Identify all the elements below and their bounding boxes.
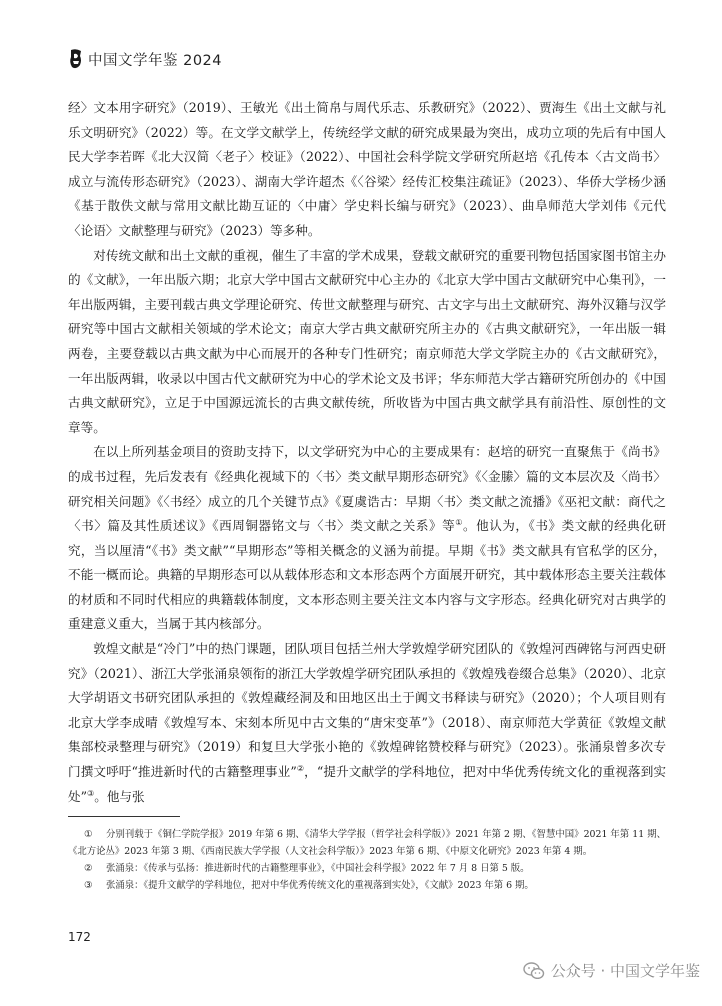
footnotes [68, 826, 666, 894]
paragraph-text: 。他认为，《书》类文献的经典化研究，当以厘清“《书》类文献”“早期形态”等相关概念的义涵为前提。早期《书》类文献具有官私学的区分，不能一概而论。典籍的早期形态可以从载体形态和文本形态两个方面展开研究，其中载体形态主要关注载体的材质和不同时代相应的典籍载体制度，文本形态则主要关注文本内容与文字形态。经典化研究对古典学的重建意义重大，当属于其内核部分。 [68, 518, 667, 632]
footnote-mark: ③ [84, 880, 93, 891]
paragraph [68, 637, 666, 809]
watermark-text: 公众号 · 中国文学年鉴 [550, 962, 700, 980]
footnote [68, 860, 666, 877]
header-title: 中国文学年鉴 2024 [88, 52, 223, 69]
running-header [68, 44, 222, 74]
article-body [68, 96, 666, 809]
footnote-mark: ② [84, 863, 93, 874]
yearbook-logo-icon [68, 48, 84, 70]
paragraph-text: 在以上所列基金项目的资助支持下，以文学研究为中心的主要成果有：赵培的研究一直聚焦于《尚书》的成书过程，先后发表有《经典化视域下的〈书〉类文献早期形态研究》《〈金縢〉篇的文本层次及〈尚书〉研究相关问题》《〈书经〉成立的几个关键节点》《夏虞诰古：早期〈书〉类文献之流播》《巫祀文献：商代之〈书〉篇及其性质述议》《西周铜器铭文与〈书〉类文献之关系》等 [68, 444, 666, 534]
footnote-text: 张涌泉：《传承与弘扬：推进新时代的古籍整理事业》，《中国社会科学报》2022 年 7 月 8 日第 5 版。 [106, 863, 530, 874]
paragraph-text: 敦煌文献是“冷门”中的热门课题，团队项目包括兰州大学敦煌学研究团队的《敦煌河西碑铭与河西史研究》（2021）、浙江大学张涌泉领衔的浙江大学敦煌学研究团队承担的《敦煌残卷缀合总集》（2020）、北京大学胡语文书研究团队承担的《敦煌藏经洞及和田地区出土于阗文书释读与研究》（2020）；个人项目则有北京大学李成晴《敦煌写本、宋刻本所见中古文集的“唐宋变革”》（2018）、南京师范大学黄征《敦煌文献集部校录整理与研究》（2019）和复旦大学张小艳的《敦煌碑铭赞校释与研究》（2023）。张涌泉曾多次专门撰文呼吁“推进新时代的古籍整理事业” [68, 641, 666, 780]
paragraph [68, 96, 666, 244]
paragraph-text: ，“提升文献学的学科地位，把对中华优秀传统文化的重视落到实处” [68, 764, 666, 804]
footnote-ref[interactable]: ③ [87, 788, 95, 798]
footnote-mark: ① [84, 829, 93, 840]
paragraph [68, 440, 666, 637]
paragraph-text: 。他与张 [94, 788, 145, 804]
footnote-text: 张涌泉：《提升文献学的学科地位，把对中华优秀传统文化的重视落到实处》，《文献》2023 年第 6 期。 [106, 880, 534, 891]
footnote-text: 分别刊载于《铜仁学院学报》2019 年第 6 期、《清华大学学报（哲学社会科学版）》2021 年第 2 期、《智慧中国》2021 年第 11 期、《北方论丛》2023 年第 3 期、《西南民族大学学报（人文社会科学版）》2023 年第 6 期、《中原文化研究》2023 年第 4 期。 [68, 829, 666, 857]
paragraph-text: 对传统文献和出土文献的重视，催生了丰富的学术成果，登载文献研究的重要刊物包括国家图书馆主办的《文献》，一年出版六期；北京大学中国古文献研究中心主办的《北京大学中国古文献研究中心集刊》，一年出版两辑，主要刊载古典文学理论研究、传世文献整理与研究、古文字与出土文献研究、海外汉籍与汉学研究等中国古文献相关领域的学术论文；南京大学古典文献研究所主办的《古典文献研究》，一年出版一辑两卷，主要登载以古典文献为中心而展开的各种专门性研究；南京师范大学文学院主办的《古文献研究》，一年出版两辑，收录以中国古代文献研究为中心的学术论文及书评；华东师范大学古籍研究所创办的《中国古典文献研究》，立足于中国源远流长的古典文献传统，所收皆为中国古典文献学具有前沿性、原创性的文章等。 [68, 247, 666, 435]
wechat-icon [523, 962, 545, 980]
paragraph [68, 244, 666, 441]
page-number: 172 [68, 930, 91, 944]
wechat-watermark [523, 960, 700, 981]
paragraph-text: 经〉文本用字研究》（2019）、王敏光《出土简帛与周代乐志、乐教研究》（2022）、贾海生《出土文献与礼乐文明研究》（2022）等。在文学文献学上，传统经学文献的研究成果最为突出，成功立项的先后有中国人民大学李若晖《北大汉简〈老子〉校证》（2022）、中国社会科学院文学研究所赵培《孔传本〈古文尚书〉成立与流传形态研究》（2023）、湖南大学许超杰《〈谷梁〉经传汇校集注疏证》（2023）、华侨大学杨少涵《基于散佚文献与常用文献比勘互证的〈中庸〉学史料长编与研究》（2023）、曲阜师范大学刘伟《元代〈论语〉文献整理与研究》（2023）等多种。 [68, 100, 666, 238]
footnote-ref[interactable]: ① [455, 517, 463, 527]
footnote [68, 826, 666, 860]
footnote [68, 877, 666, 894]
footnote-divider [68, 816, 180, 817]
footnote-ref[interactable]: ② [296, 763, 305, 773]
